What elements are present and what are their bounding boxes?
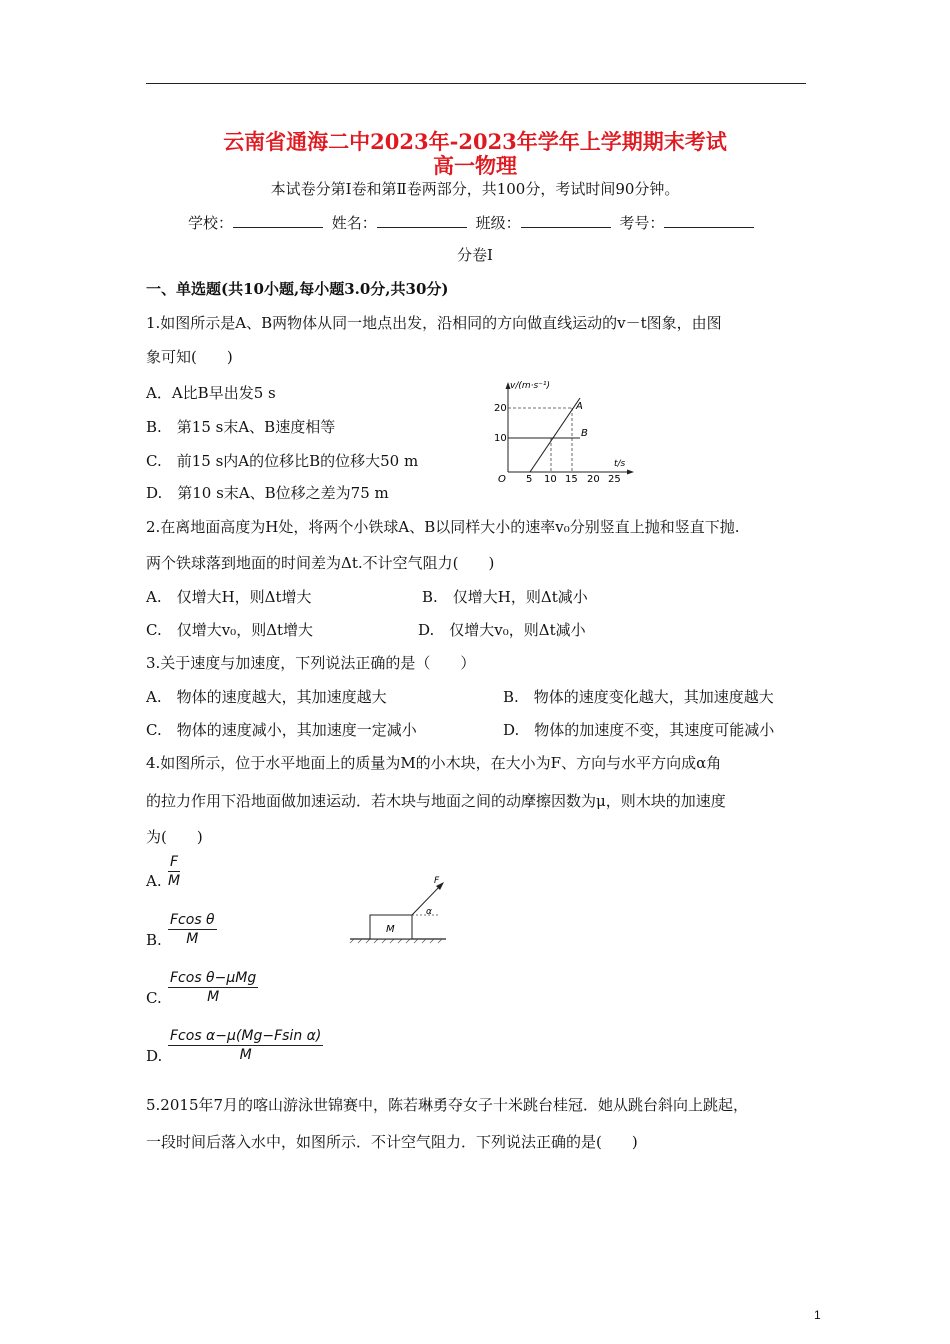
q4-option-d-fraction [168,1028,323,1063]
q4-option-d-den: M [239,1047,252,1063]
q1-option-c: C. 前15 s内A的位移比B的位移大50 m [146,452,419,470]
graph-ylabel: v/(m·s⁻¹) [510,381,551,391]
q1-vt-graph [490,376,640,486]
graph-xtick-15: 15 [565,474,578,485]
q3-option-d: D. 物体的加速度不变，其速度可能减小 [503,721,775,739]
graph-xtick-20: 20 [587,474,600,485]
student-info-fields [188,212,758,233]
graph-x-arrow [627,470,634,475]
q4-option-b-den: M [186,931,199,947]
q4-option-d-label: D. [146,1047,163,1065]
q4-option-c-fraction [168,970,258,1005]
q2-stem-line2: 两个铁球落到地面的时间差为Δt.不计空气阻力( ) [146,554,495,572]
q5-stem-line2: 一段时间后落入水中，如图所示．不计空气阻力．下列说法正确的是( ) [146,1133,638,1151]
q1-stem-line2: 象可知( ) [146,348,233,366]
q1-option-a: A．A比B早出发5 s [146,384,276,402]
q4-option-a-num: F [168,854,180,872]
q3-option-a: A. 物体的速度越大，其加速度越大 [146,688,387,706]
q4-block-figure [348,872,448,944]
graph-xtick-10: 10 [544,474,557,485]
block-label: M [386,924,395,935]
q3-option-c: C. 物体的速度减小，其加速度一定减小 [146,721,417,739]
force-label: F [434,876,440,886]
graph-xtick-5: 5 [526,474,533,485]
q4-option-b-label: B. [146,931,162,949]
part-label: 分卷Ⅰ [457,246,493,264]
graph-ytick-10: 10 [494,433,507,444]
q4-option-a-label: A. [146,872,162,890]
q3-stem: 3.关于速度与加速度，下列说法正确的是（ ） [146,654,476,672]
q4-option-a-den: M [168,873,181,889]
q2-stem-line1: 2.在离地面高度为H处，将两个小铁球A、B以同样大小的速率v₀分别竖直上抛和竖直下抛. [146,518,740,536]
q4-option-c-label: C. [146,989,162,1007]
q2-option-c: C. 仅增大v₀，则Δt增大 [146,621,314,639]
field-id-blank[interactable] [664,213,754,228]
field-class-label: 班级： [475,214,521,232]
q4-option-b-fraction [168,912,217,947]
q1-option-d: D. 第10 s末A、B位移之差为75 m [146,484,389,502]
q4-option-b-num: Fcos θ [170,912,215,928]
graph-xlabel: t/s [614,459,626,469]
graph-origin: O [498,474,506,485]
graph-label-b: B [581,428,588,439]
header-rule [146,83,806,84]
q1-option-b: B. 第15 s末A、B速度相等 [146,418,336,436]
q4-option-d-num: Fcos α−μ(Mg−Fsin α) [170,1028,322,1044]
q2-option-b: B. 仅增大H，则Δt减小 [422,588,588,606]
field-name-blank[interactable] [377,213,467,228]
q4-stem-line3: 为( ) [146,828,203,846]
exam-title: 云南省通海二中2023年-2023年学年上学期期末考试 [223,129,727,154]
graph-ytick-20: 20 [494,403,507,414]
graph-line-a [530,398,580,472]
q5-stem-line1: 5.2015年7月的喀山游泳世锦赛中，陈若琳勇夺女子十米跳台桂冠．她从跳台斜向上跳起， [146,1096,749,1114]
q4-option-c-num: Fcos θ−μMg [170,970,257,986]
section-heading: 一、单选题(共10小题,每小题3.0分,共30分) [146,280,449,298]
q1-stem-line1: 1.如图所示是A、B两物体从同一地点出发，沿相同的方向做直线运动的v－t图象，由图 [146,314,722,332]
q3-option-b: B. 物体的速度变化越大，其加速度越大 [503,688,774,706]
q4-option-a-fraction [168,854,180,889]
angle-label: α [426,907,432,917]
q2-option-d: D. 仅增大v₀，则Δt减小 [418,621,586,639]
field-school-label: 学校： [188,214,234,232]
page-number: 1 [814,1308,821,1322]
graph-label-a: A [576,401,583,412]
q4-option-c-den: M [207,989,220,1005]
q4-stem-line1: 4.如图所示，位于水平地面上的质量为M的小木块，在大小为F、方向与水平方向成α角 [146,754,722,772]
field-school-blank[interactable] [233,213,323,228]
q2-option-a: A. 仅增大H，则Δt增大 [146,588,312,606]
field-id-label: 考号： [619,214,665,232]
field-class-blank[interactable] [521,213,611,228]
exam-subject: 高一物理 [433,153,517,178]
exam-intro: 本试卷分第Ⅰ卷和第Ⅱ卷两部分，共100分，考试时间90分钟。 [270,180,680,198]
q4-stem-line2: 的拉力作用下沿地面做加速运动．若木块与地面之间的动摩擦因数为μ，则木块的加速度 [146,792,726,810]
graph-xtick-25: 25 [608,474,621,485]
field-name-label: 姓名： [331,214,377,232]
